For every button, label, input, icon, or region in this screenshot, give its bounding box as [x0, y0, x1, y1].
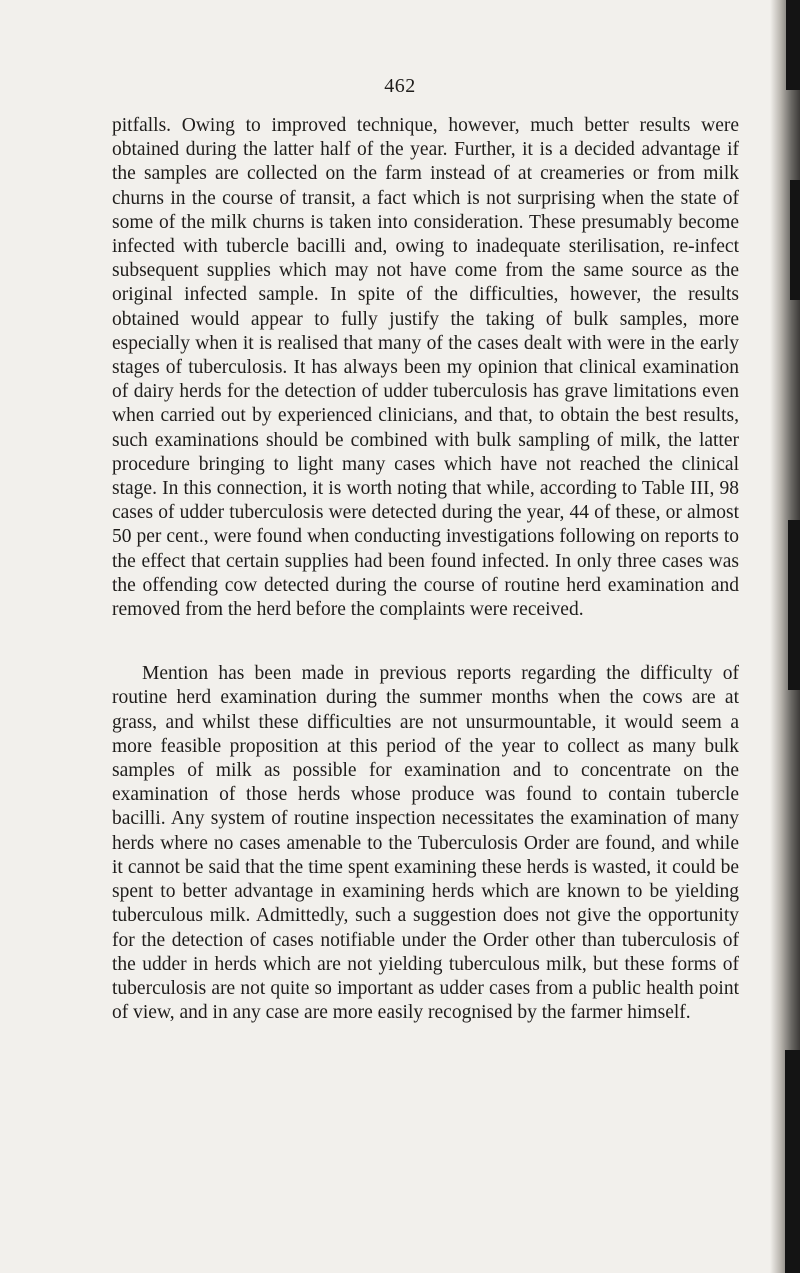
- page-edge-mark: [788, 520, 800, 690]
- page-number: 462: [384, 75, 416, 97]
- body-text: [112, 114, 739, 1025]
- paragraph-gap: [112, 622, 739, 662]
- paragraph: pitfalls. Owing to improved technique, however, much better results were obtained during the latter half of the year. Further, it is a decided advantage if the samples are collected on the farm instead of at creameries or from milk churns in the course of transit, a fact which is not surprising when the state of some of the milk churns is taken into consideration. These presumably become infected with tubercle bacilli and, owing to inadequate sterilisation, re-infect subsequent supplies which may not have come from the same source as the original infected sample. In spite of the difficulties, however, the results obtained would appear to fully justify the taking of bulk samples, more especially when it is realised that many of the cases dealt with were in the early stages of tuberculosis. It has always been my opinion that clinical examination of dairy herds for the detection of udder tuberculosis has grave limitations even when carried out by experienced clinicians, and that, to obtain the best results, such examinations should be combined with bulk sampling of milk, the latter procedure bringing to light many cases which have not reached the clinical stage. In this connection, it is worth noting that while, according to Table III, 98 cases of udder tuberculosis were detected during the year, 44 of these, or almost 50 per cent., were found when conducting investigations following on reports to the effect that certain supplies had been found infected. In only three cases was the offending cow detected during the course of routine herd examination and removed from the herd before the complaints were received.: [112, 115, 739, 621]
- page-edge-mark: [785, 1050, 800, 1273]
- page-edge-mark: [790, 180, 800, 300]
- paragraph: Mention has been made in previous reports regarding the difficulty of routine herd examination during the summer months when the cows are at grass, and whilst these difficulties are not unsurmountable, it would seem a more feasible proposition at this period of the year to collect as many bulk samples of milk as possible for examination and to concentrate on the examination of those herds whose produce was found to contain tubercle bacilli. Any system of routine inspection necessitates the examination of many herds where no cases amenable to the Tuberculosis Order are found, and while it cannot be said that the time spent examining these herds is wasted, it could be spent to better advantage in examining herds which are known to be yielding tuberculous milk. Admittedly, such a suggestion does not give the opportunity for the detection of cases notifiable under the Order other than tuberculosis of the udder in herds which are not yielding tuberculous milk, but these forms of tuberculosis are not quite so important as udder cases from a public health point of view, and in any case are more easily recognised by the farmer himself.: [112, 663, 739, 1024]
